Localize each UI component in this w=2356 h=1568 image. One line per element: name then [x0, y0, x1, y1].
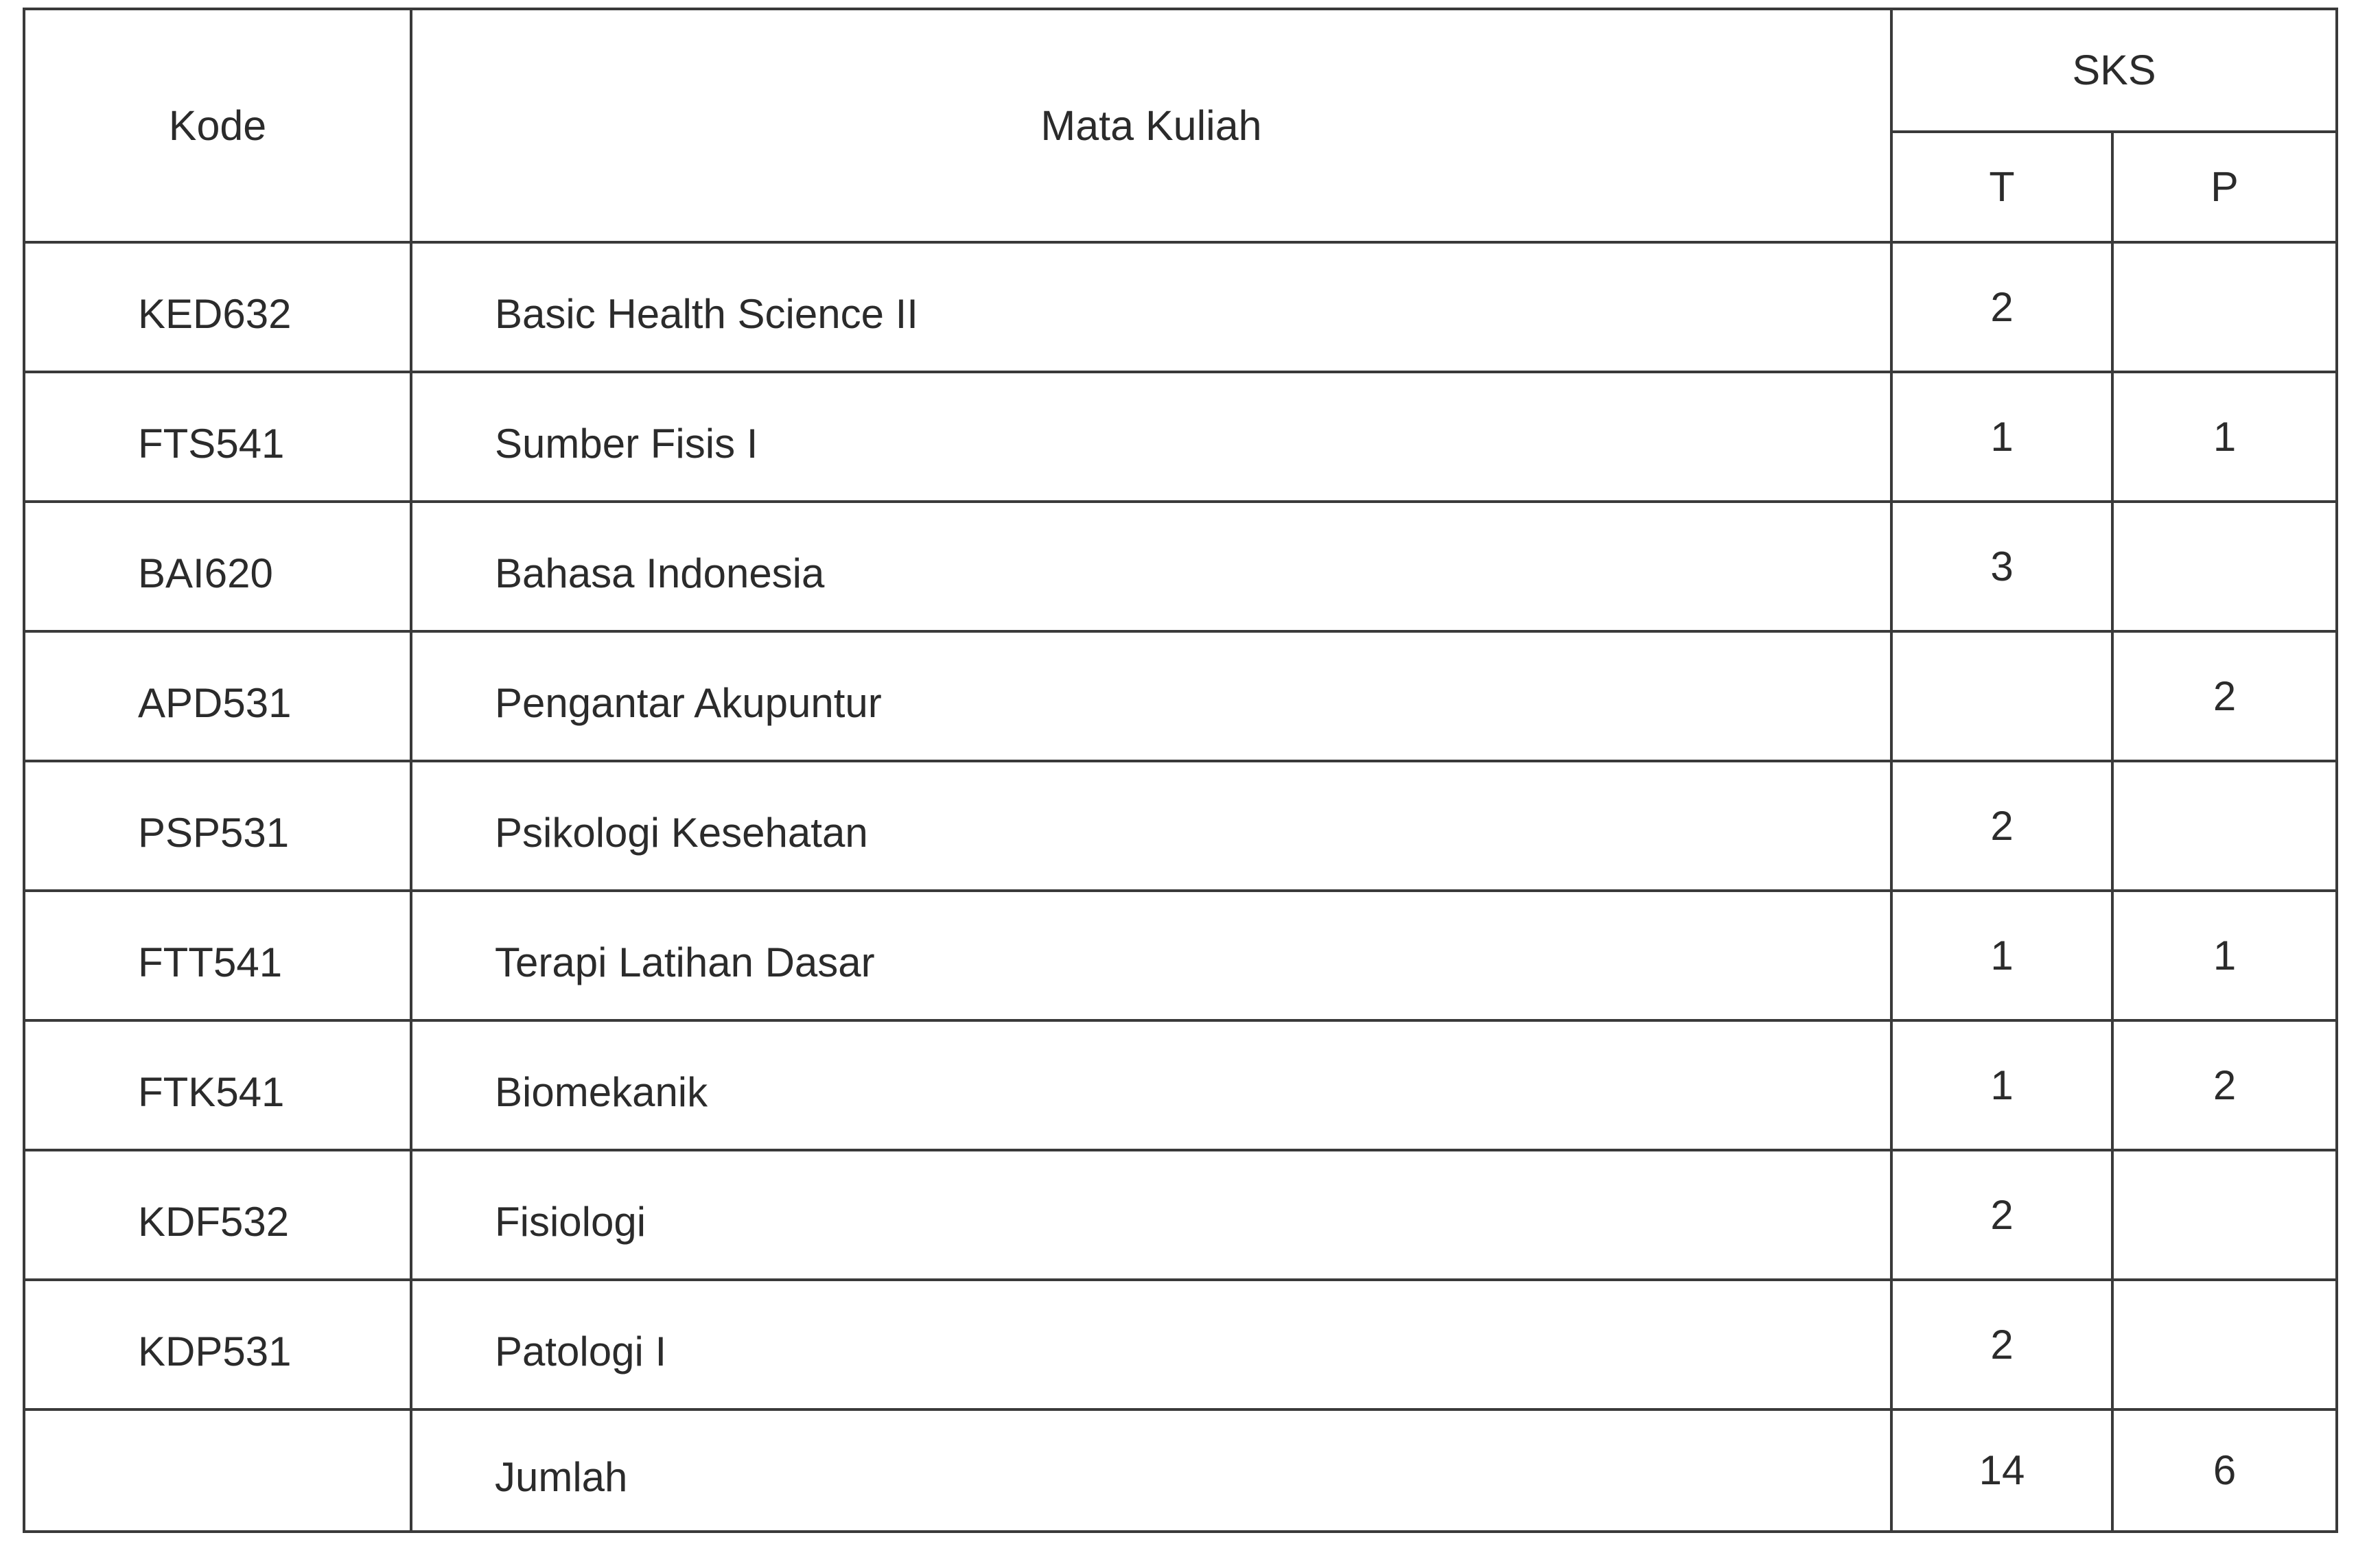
cell-sks-p — [2112, 372, 2337, 502]
cell-sks-t — [1891, 372, 2112, 502]
cell-sks-p — [2112, 1280, 2337, 1409]
cell-sks-t — [1891, 1020, 2112, 1150]
kode-text: FTS541 — [138, 420, 285, 467]
sks-p-text: 2 — [2213, 1062, 2237, 1108]
cell-mata-kuliah — [411, 1150, 1891, 1280]
kode-text: BAI620 — [138, 550, 273, 596]
header-mata-kuliah: Mata Kuliah — [411, 9, 1891, 242]
mata-kuliah-text: Patologi I — [495, 1328, 667, 1374]
cell-kode — [24, 891, 411, 1020]
cell-mata-kuliah — [411, 1020, 1891, 1150]
cell-mata-kuliah — [411, 631, 1891, 761]
kode-text: KDF532 — [138, 1198, 290, 1245]
sks-t-text: 3 — [1990, 543, 2014, 589]
cell-kode — [24, 1020, 411, 1150]
table-row — [24, 631, 2337, 761]
header-kode: Kode — [24, 9, 411, 242]
sks-p-text: 2 — [2213, 672, 2237, 719]
cell-sks-t — [1891, 631, 2112, 761]
cell-sks-p — [2112, 891, 2337, 1020]
cell-sks-p — [2112, 631, 2337, 761]
sks-t-text: 2 — [1990, 802, 2014, 849]
table-row — [24, 502, 2337, 631]
cell-sks-t — [1891, 1150, 2112, 1280]
sks-t-text: 1 — [1990, 932, 2014, 979]
table-row — [24, 372, 2337, 502]
cell-kode — [24, 631, 411, 761]
cell-kode-empty — [24, 1409, 411, 1532]
cell-mata-kuliah — [411, 502, 1891, 631]
cell-sks-t — [1891, 242, 2112, 372]
kode-text: PSP531 — [138, 809, 290, 856]
sks-p-text: 1 — [2213, 413, 2237, 460]
total-p: 6 — [2213, 1447, 2237, 1493]
sks-t-text: 1 — [1990, 1062, 2014, 1108]
cell-kode — [24, 1150, 411, 1280]
course-table — [23, 8, 2338, 1533]
mata-kuliah-text: Psikologi Kesehatan — [495, 809, 868, 856]
mata-kuliah-text: Terapi Latihan Dasar — [495, 939, 875, 985]
cell-sks-p — [2112, 1150, 2337, 1280]
table-row — [24, 242, 2337, 372]
table-row — [24, 761, 2337, 891]
mata-kuliah-text: Basic Health Science II — [495, 290, 918, 337]
sks-t-text: 2 — [1990, 283, 2014, 330]
header-sks: SKS — [1891, 9, 2337, 132]
cell-total-p — [2112, 1409, 2337, 1532]
cell-mata-kuliah — [411, 372, 1891, 502]
cell-mata-kuliah — [411, 891, 1891, 1020]
mata-kuliah-text: Pengantar Akupuntur — [495, 679, 882, 726]
sks-t-text: 2 — [1990, 1191, 2014, 1238]
mata-kuliah-text: Fisiologi — [495, 1198, 646, 1245]
kode-text: FTK541 — [138, 1068, 285, 1115]
cell-sks-p — [2112, 502, 2337, 631]
cell-mata-kuliah — [411, 1280, 1891, 1409]
cell-sks-t — [1891, 1280, 2112, 1409]
table-row — [24, 1280, 2337, 1409]
sks-t-text: 2 — [1990, 1321, 2014, 1368]
kode-text: APD531 — [138, 679, 292, 726]
mata-kuliah-text: Bahasa Indonesia — [495, 550, 825, 596]
sks-t-text: 1 — [1990, 413, 2014, 460]
kode-text: KDP531 — [138, 1328, 292, 1374]
cell-sks-t — [1891, 502, 2112, 631]
kode-text: FTT541 — [138, 939, 283, 985]
cell-total-t — [1891, 1409, 2112, 1532]
total-label: Jumlah — [495, 1454, 628, 1500]
cell-kode — [24, 1280, 411, 1409]
cell-kode — [24, 372, 411, 502]
cell-sks-p — [2112, 242, 2337, 372]
cell-sks-p — [2112, 761, 2337, 891]
cell-sks-t — [1891, 761, 2112, 891]
mata-kuliah-text: Biomekanik — [495, 1068, 708, 1115]
table-row — [24, 1150, 2337, 1280]
table-row — [24, 891, 2337, 1020]
cell-total-label — [411, 1409, 1891, 1532]
kode-text: KED632 — [138, 290, 292, 337]
cell-kode — [24, 502, 411, 631]
total-t: 14 — [1979, 1447, 2025, 1493]
table-row — [24, 1020, 2337, 1150]
header-sks-t: T — [1891, 132, 2112, 242]
cell-mata-kuliah — [411, 761, 1891, 891]
cell-sks-p — [2112, 1020, 2337, 1150]
cell-sks-t — [1891, 891, 2112, 1020]
sks-p-text: 1 — [2213, 932, 2237, 979]
mata-kuliah-text: Sumber Fisis I — [495, 420, 758, 467]
total-row — [24, 1409, 2337, 1532]
header-row — [24, 9, 2337, 132]
cell-kode — [24, 242, 411, 372]
header-sks-p: P — [2112, 132, 2337, 242]
cell-mata-kuliah — [411, 242, 1891, 372]
cell-kode — [24, 761, 411, 891]
